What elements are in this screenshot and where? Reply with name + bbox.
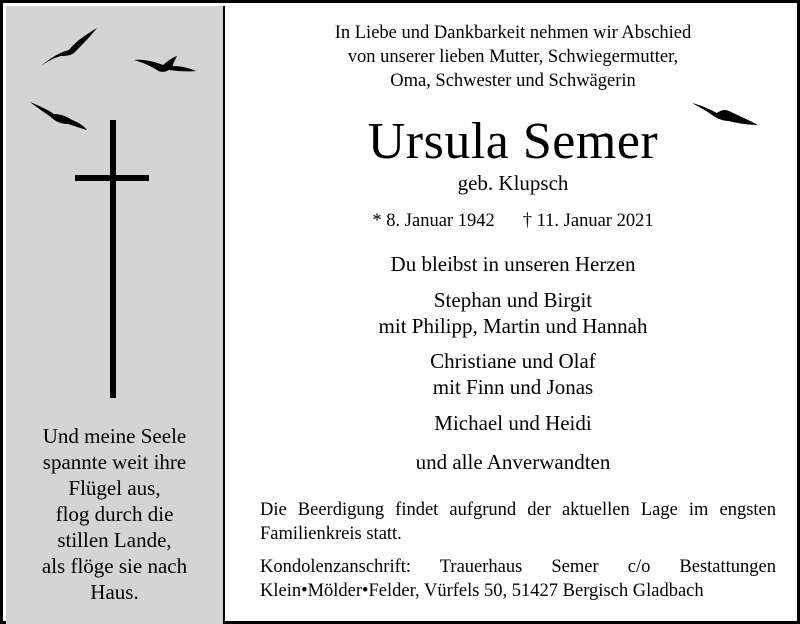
poem-line: stillen Lande, bbox=[57, 528, 172, 552]
bird-icon bbox=[133, 54, 197, 76]
funeral-notice-line: Die Beerdigung findet aufgrund der aktuellen Lage im engsten bbox=[260, 500, 776, 520]
birth-date: * 8. Januar 1942 bbox=[372, 211, 495, 231]
family-line: Christiane und Olaf bbox=[430, 349, 596, 373]
maiden-name: geb. Klupsch bbox=[457, 171, 569, 195]
bird-icon bbox=[39, 26, 99, 68]
condolence-line: Kondolenzanschrift: Trauerhaus Semer c/o Bestattungen bbox=[260, 557, 776, 577]
intro-line: In Liebe und Dankbarkeit nehmen wir Abschied bbox=[334, 23, 692, 43]
family-line: mit Philipp, Martin und Hannah bbox=[378, 314, 648, 338]
family-line: mit Finn und Jonas bbox=[432, 375, 594, 399]
poem-line: Flügel aus, bbox=[68, 476, 161, 500]
death-date: † 11. Januar 2021 bbox=[522, 211, 654, 231]
poem-line: flog durch die bbox=[55, 502, 174, 526]
intro-line: Oma, Schwester und Schwägerin bbox=[390, 71, 636, 91]
poem-line: Und meine Seele bbox=[42, 424, 187, 448]
family-line: und alle Anverwandten bbox=[415, 450, 611, 474]
cross-icon bbox=[75, 175, 149, 181]
condolence-line: Klein•Mölder•Felder, Vürfels 50, 51427 Bergisch Gladbach bbox=[260, 581, 704, 601]
sidebar-panel bbox=[6, 6, 225, 624]
bird-icon bbox=[28, 98, 88, 132]
deceased-name: Ursula Semer bbox=[367, 113, 659, 170]
family-line: Michael und Heidi bbox=[434, 411, 592, 435]
family-line: Stephan und Birgit bbox=[433, 288, 593, 312]
funeral-notice-line: Familienkreis statt. bbox=[260, 524, 402, 544]
intro-line: von unserer lieben Mutter, Schwiegermutter, bbox=[347, 47, 679, 67]
life-dates bbox=[233, 208, 793, 234]
farewell-text: Du bleibst in unseren Herzen bbox=[390, 252, 636, 276]
poem-line: Haus. bbox=[90, 580, 139, 604]
poem bbox=[6, 423, 223, 605]
poem-line: spannte weit ihre bbox=[42, 450, 187, 474]
cross-icon bbox=[110, 120, 116, 398]
poem-line: als flöge sie nach bbox=[41, 554, 188, 578]
